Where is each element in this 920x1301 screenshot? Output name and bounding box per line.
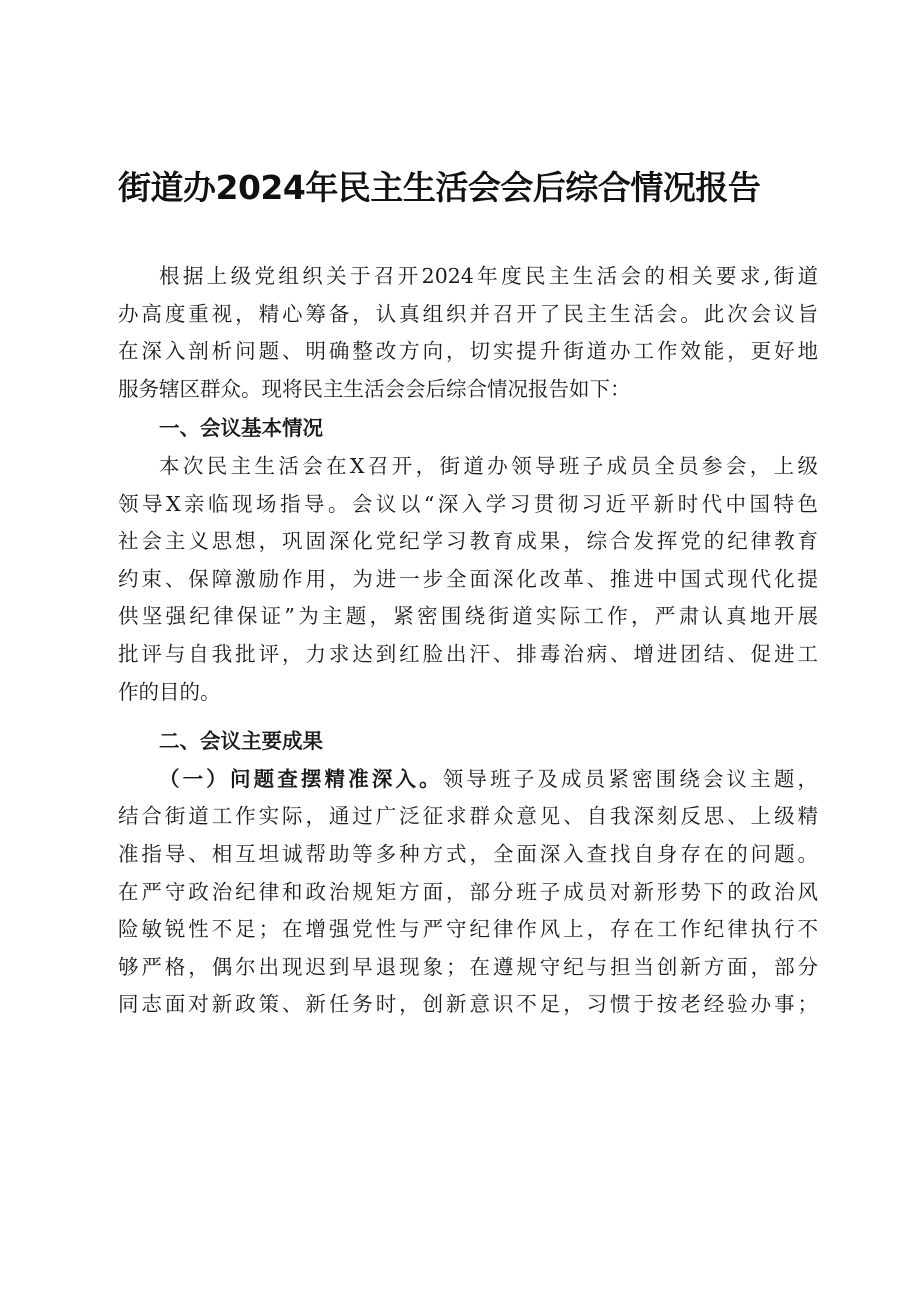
- document-body: [118, 258, 818, 1024]
- section1-line: 本次民主生活会在X召开，街道办领导班子成员全员参会，上级: [159, 453, 818, 478]
- section1-line: 约束、保障激励作用，为进一步全面深化改革、推进中国式现代化提: [118, 566, 818, 591]
- section2-heading: 二、会议主要成果: [159, 729, 323, 754]
- intro-line: 根据上级党组织关于召开2024年度民主生活会的相关要求,街道: [159, 264, 818, 288]
- subsection1-title: （一）问题查摆精准深入。: [159, 766, 443, 791]
- section2-line: 结合街道工作实际，通过广泛征求群众意见、自我深刻反思、上级精: [118, 804, 818, 829]
- section2-line: 够严格，偶尔出现迟到早退现象；在遵规守纪与担当创新方面，部分: [118, 954, 818, 979]
- section1-heading: 一、会议基本情况: [159, 416, 323, 441]
- intro-line: 服务辖区群众。现将民主生活会会后综合情况报告如下：: [118, 376, 631, 401]
- section1-line: 供坚强纪律保证”为主题，紧密围绕街道实际工作，严肃认真地开展: [118, 604, 818, 629]
- section1-paragraph: [118, 448, 818, 711]
- subsection1-first-rest: 领导班子及成员紧密围绕会议主题，: [442, 766, 819, 791]
- section2-line: 险敏锐性不足；在增强党性与严守纪律作风上，存在工作纪律执行不: [118, 917, 818, 942]
- section1-line: 作的目的。: [118, 679, 221, 704]
- intro-line: 办高度重视，精心筹备，认真组织并召开了民主生活会。此次会议旨: [118, 301, 818, 326]
- section2-line: 准指导、相互坦诚帮助等多种方式，全面深入查找自身存在的问题。: [118, 841, 818, 866]
- section2-paragraph: [118, 761, 818, 1024]
- section1-line: 领导X亲临现场指导。会议以“深入学习贯彻习近平新时代中国特色: [118, 491, 818, 516]
- subsection1-first-line: [118, 761, 818, 799]
- section1-line: 社会主义思想，巩固深化党纪学习教育成果，综合发挥党的纪律教育: [118, 529, 818, 554]
- document-title: 街道办2024年民主生活会会后综合情况报告: [118, 168, 761, 207]
- section2-line: 在严守政治纪律和政治规矩方面，部分班子成员对新形势下的政治风: [118, 879, 818, 904]
- intro-line: 在深入剖析问题、明确整改方向，切实提升街道办工作效能，更好地: [118, 339, 818, 364]
- intro-paragraph: [118, 258, 818, 408]
- section2-line: 同志面对新政策、新任务时，创新意识不足，习惯于按老经验办事；: [118, 992, 818, 1017]
- section1-line: 批评与自我批评，力求达到红脸出汗、排毒治病、增进团结、促进工: [118, 641, 818, 666]
